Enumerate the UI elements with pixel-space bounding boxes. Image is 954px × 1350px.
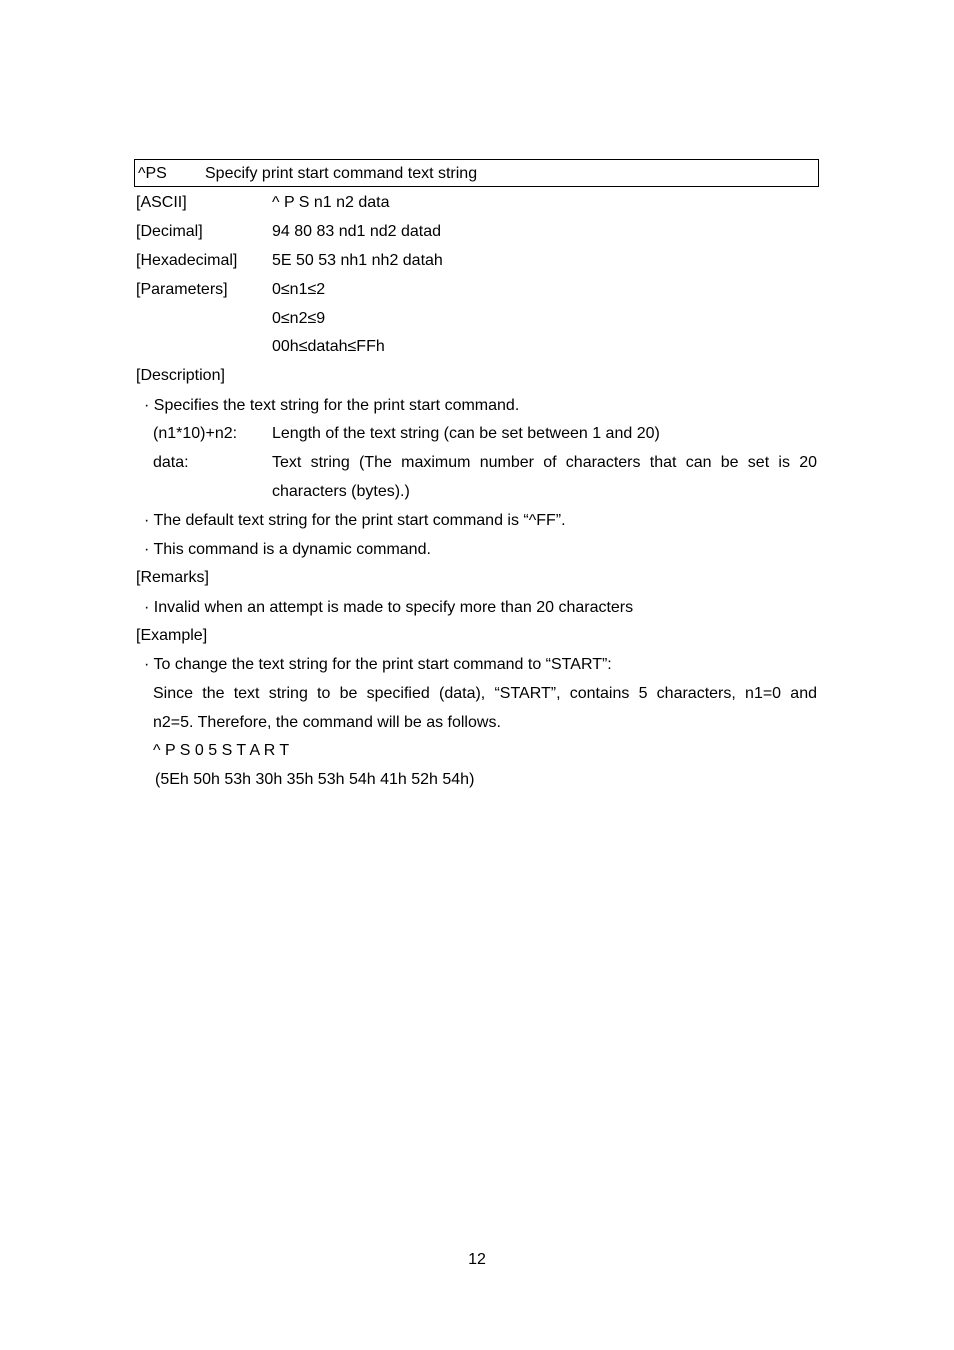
field-value-hexadecimal: 5E 50 53 nh1 nh2 datah (272, 252, 443, 269)
description-bullet-1: · Specifies the text string for the print start command. (144, 397, 520, 414)
description-heading: [Description] (136, 367, 225, 384)
definition-term-length: (n1*10)+n2: (153, 425, 238, 442)
page-number: 12 (468, 1251, 486, 1268)
example-heading: [Example] (136, 627, 208, 644)
example-text-line-2: n2=5. Therefore, the command will be as follows. (153, 714, 501, 731)
remarks-bullet-1: · Invalid when an attempt is made to specify more than 20 characters (144, 599, 634, 616)
field-label-hexadecimal: [Hexadecimal] (136, 252, 238, 269)
example-text-line-1: Since the text string to be specified (data), “START”, contains 5 characters, n1=0 and (153, 685, 817, 702)
definition-term-data: data: (153, 454, 189, 471)
command-header-box (134, 159, 819, 187)
command-code: ^PS (138, 165, 167, 182)
example-bullet-1: · To change the text string for the print start command to “START”: (144, 656, 612, 673)
field-value-param-n2: 0≤n2≤9 (272, 310, 326, 327)
field-label-decimal: [Decimal] (136, 223, 203, 240)
field-label-ascii: [ASCII] (136, 194, 187, 211)
remarks-heading: [Remarks] (136, 569, 209, 586)
command-title: Specify print start command text string (205, 165, 478, 182)
field-value-ascii: ^ P S n1 n2 data (272, 194, 390, 211)
definition-desc-data-line-1: Text string (The maximum number of characters that can be set is 20 (272, 454, 817, 471)
definition-desc-length: Length of the text string (can be set between 1 and 20) (272, 425, 660, 442)
definition-desc-data-line-2: characters (bytes).) (272, 483, 410, 500)
field-value-param-n1: 0≤n1≤2 (272, 281, 326, 298)
field-label-parameters: [Parameters] (136, 281, 228, 298)
example-hex: (5Eh 50h 53h 30h 35h 53h 54h 41h 52h 54h) (155, 771, 475, 788)
field-value-param-data: 00h≤datah≤FFh (272, 338, 385, 355)
description-bullet-2: · The default text string for the print start command is “^FF”. (144, 512, 566, 529)
description-bullet-3: · This command is a dynamic command. (144, 541, 431, 558)
field-value-decimal: 94 80 83 nd1 nd2 datad (272, 223, 442, 240)
example-command: ^ P S 0 5 S T A R T (153, 742, 290, 759)
